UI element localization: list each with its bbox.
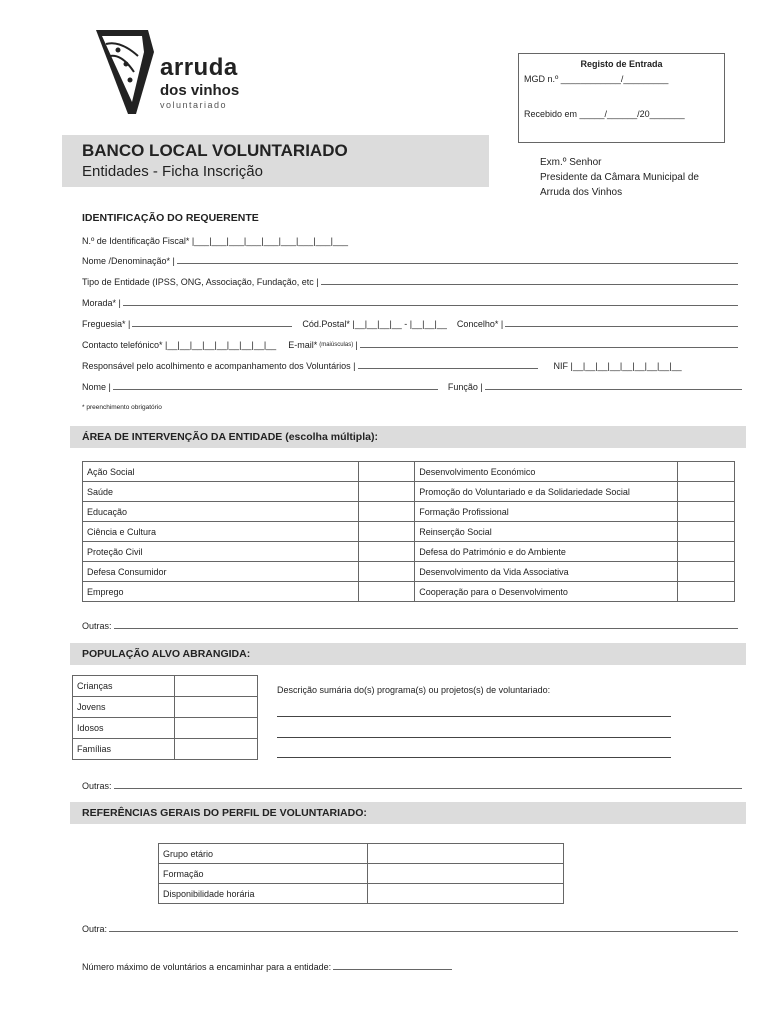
denominacao-input[interactable]: [177, 256, 738, 264]
email-input[interactable]: [360, 340, 738, 348]
identificacao-heading: IDENTIFICAÇÃO DO REQUERENTE: [82, 212, 259, 224]
area-option-label: Desenvolvimento da Vida Associativa: [415, 562, 678, 582]
populacao-outras-row: [82, 781, 742, 791]
referencias-section-header: [70, 802, 746, 824]
morada-label: Morada* |: [82, 298, 121, 308]
area-option-checkbox[interactable]: [678, 562, 735, 582]
area-row: [83, 502, 735, 522]
populacao-option-checkbox[interactable]: [174, 697, 257, 718]
populacao-heading: POPULAÇÃO ALVO ABRANGIDA:: [82, 648, 251, 660]
nif-field[interactable]: N.º de Identificação Fiscal* |___|___|___|___|___|___|___|___|___: [82, 236, 349, 246]
area-option-label: Defesa do Património e do Ambiente: [415, 542, 678, 562]
referencias-input[interactable]: [367, 844, 563, 864]
area-option-label: Reinserção Social: [415, 522, 678, 542]
email-pipe: |: [355, 340, 358, 350]
area-section-header: [70, 426, 746, 448]
referencias-outra-label: Outra:: [82, 924, 108, 934]
area-option-checkbox[interactable]: [678, 542, 735, 562]
referencias-input[interactable]: [367, 864, 563, 884]
logo-name: arruda: [160, 54, 238, 81]
area-outras-label: Outras:: [82, 621, 112, 631]
concelho-label: Concelho* |: [456, 319, 504, 329]
morada-row: [82, 298, 738, 308]
denominacao-row: [82, 256, 738, 266]
populacao-row: [73, 676, 258, 697]
populacao-section-header: [70, 643, 746, 665]
populacao-row: [73, 739, 258, 760]
area-option-label: Ciência e Cultura: [83, 522, 359, 542]
area-option-checkbox[interactable]: [678, 462, 735, 482]
area-option-checkbox[interactable]: [678, 522, 735, 542]
populacao-option-label: Jovens: [73, 697, 175, 718]
required-note: * preenchimento obrigatório: [82, 404, 162, 411]
concelho-input[interactable]: [505, 319, 738, 327]
area-option-label: Formação Profissional: [415, 502, 678, 522]
morada-input[interactable]: [123, 298, 738, 306]
freguesia-row: [82, 319, 738, 329]
nome-row: [82, 382, 742, 392]
area-table: [82, 461, 735, 602]
codpostal-field[interactable]: Cód.Postal* |__|__|__|__ - |__|__|__: [302, 319, 447, 329]
email-label: E-mail*: [288, 340, 318, 350]
addressee: Exm.º Senhor Presidente da Câmara Municipal de Arruda dos Vinhos: [540, 157, 699, 198]
area-option-label: Educação: [83, 502, 359, 522]
funcao-label: Função |: [447, 382, 483, 392]
denominacao-label: Nome /Denominação* |: [82, 256, 175, 266]
referencias-table: [158, 843, 564, 904]
responsavel-row: [82, 361, 742, 371]
logo-tagline: voluntariado: [160, 100, 228, 110]
maximo-label: Número máximo de voluntários a encaminhar para a entidade:: [82, 962, 332, 972]
logo: [88, 22, 268, 117]
area-option-checkbox[interactable]: [359, 482, 415, 502]
area-option-label: Ação Social: [83, 462, 359, 482]
descricao-line-1[interactable]: [277, 716, 671, 717]
registo-recebido[interactable]: Recebido em _____/______/20_______: [524, 109, 685, 119]
area-outras-row: [82, 621, 738, 631]
area-row: [83, 562, 735, 582]
registo-box: [518, 53, 725, 143]
populacao-option-checkbox[interactable]: [174, 718, 257, 739]
registo-title: Registo de Entrada: [580, 59, 663, 69]
referencias-heading: REFERÊNCIAS GERAIS DO PERFIL DE VOLUNTARIADO:: [82, 807, 367, 819]
responsavel-nif[interactable]: NIF |__|__|__|__|__|__|__|__|__: [553, 361, 682, 371]
area-row: [83, 482, 735, 502]
area-option-label: Promoção do Voluntariado e da Solidariedade Social: [415, 482, 678, 502]
populacao-option-checkbox[interactable]: [174, 739, 257, 760]
referencias-input[interactable]: [367, 884, 563, 904]
logo-mark-icon: [88, 22, 168, 117]
area-outras-input[interactable]: [114, 621, 738, 629]
area-row: [83, 522, 735, 542]
tipo-row: [82, 277, 738, 287]
referencias-outra-row: [82, 924, 738, 934]
area-row: [83, 582, 735, 602]
populacao-outras-label: Outras:: [82, 781, 112, 791]
area-option-checkbox[interactable]: [678, 482, 735, 502]
referencias-label: Formação: [159, 864, 368, 884]
freguesia-label: Freguesia* |: [82, 319, 131, 329]
referencias-outra-input[interactable]: [109, 924, 738, 932]
registo-mgd[interactable]: MGD n.º ____________/_________: [524, 74, 669, 84]
area-option-label: Defesa Consumidor: [83, 562, 359, 582]
populacao-outras-input[interactable]: [114, 781, 742, 789]
logo-name2: dos vinhos: [160, 82, 240, 99]
populacao-option-checkbox[interactable]: [174, 676, 257, 697]
nome-input[interactable]: [113, 382, 438, 390]
contacto-field[interactable]: Contacto telefónico* |__|__|__|__|__|__|__|__|__: [82, 340, 277, 350]
contacto-row: [82, 340, 738, 350]
referencias-label: Grupo etário: [159, 844, 368, 864]
referencias-label: Disponibilidade horária: [159, 884, 368, 904]
populacao-row: [73, 718, 258, 739]
area-row: [83, 462, 735, 482]
area-option-checkbox[interactable]: [359, 562, 415, 582]
descricao-label: Descrição sumária do(s) programa(s) ou projetos(s) de voluntariado:: [277, 685, 551, 695]
freguesia-input[interactable]: [132, 319, 292, 327]
area-option-checkbox[interactable]: [359, 522, 415, 542]
area-heading: ÁREA DE INTERVENÇÃO DA ENTIDADE (escolha múltipla):: [82, 431, 378, 443]
descricao-line-3[interactable]: [277, 757, 671, 758]
header-band: [62, 135, 489, 187]
email-note: (maiúsculas): [319, 342, 354, 348]
area-option-checkbox[interactable]: [359, 462, 415, 482]
page-subtitle: Entidades - Ficha Inscrição: [82, 163, 263, 180]
area-option-label: Desenvolvimento Económico: [415, 462, 678, 482]
referencias-row: [159, 844, 564, 864]
area-option-checkbox[interactable]: [678, 582, 735, 602]
responsavel-label: Responsável pelo acolhimento e acompanhamento dos Voluntários |: [82, 361, 356, 371]
area-option-label: Cooperação para o Desenvolvimento: [415, 582, 678, 602]
area-option-checkbox[interactable]: [359, 582, 415, 602]
area-option-label: Emprego: [83, 582, 359, 602]
populacao-row: [73, 697, 258, 718]
populacao-option-label: Crianças: [73, 676, 175, 697]
referencias-row: [159, 864, 564, 884]
tipo-label: Tipo de Entidade (IPSS, ONG, Associação, Fundação, etc |: [82, 277, 319, 287]
nome-label: Nome |: [82, 382, 111, 392]
page-title: BANCO LOCAL VOLUNTARIADO: [82, 141, 348, 160]
populacao-option-label: Famílias: [73, 739, 175, 760]
area-option-label: Saúde: [83, 482, 359, 502]
area-option-checkbox[interactable]: [359, 502, 415, 522]
funcao-input[interactable]: [485, 382, 742, 390]
area-row: [83, 542, 735, 562]
maximo-row: [82, 962, 452, 972]
referencias-row: [159, 884, 564, 904]
area-option-label: Proteção Civil: [83, 542, 359, 562]
responsavel-input[interactable]: [358, 361, 538, 369]
area-option-checkbox[interactable]: [678, 502, 735, 522]
populacao-option-label: Idosos: [73, 718, 175, 739]
tipo-input[interactable]: [321, 277, 738, 285]
area-option-checkbox[interactable]: [359, 542, 415, 562]
descricao-line-2[interactable]: [277, 737, 671, 738]
populacao-table: [72, 675, 258, 760]
maximo-input[interactable]: [333, 962, 452, 970]
